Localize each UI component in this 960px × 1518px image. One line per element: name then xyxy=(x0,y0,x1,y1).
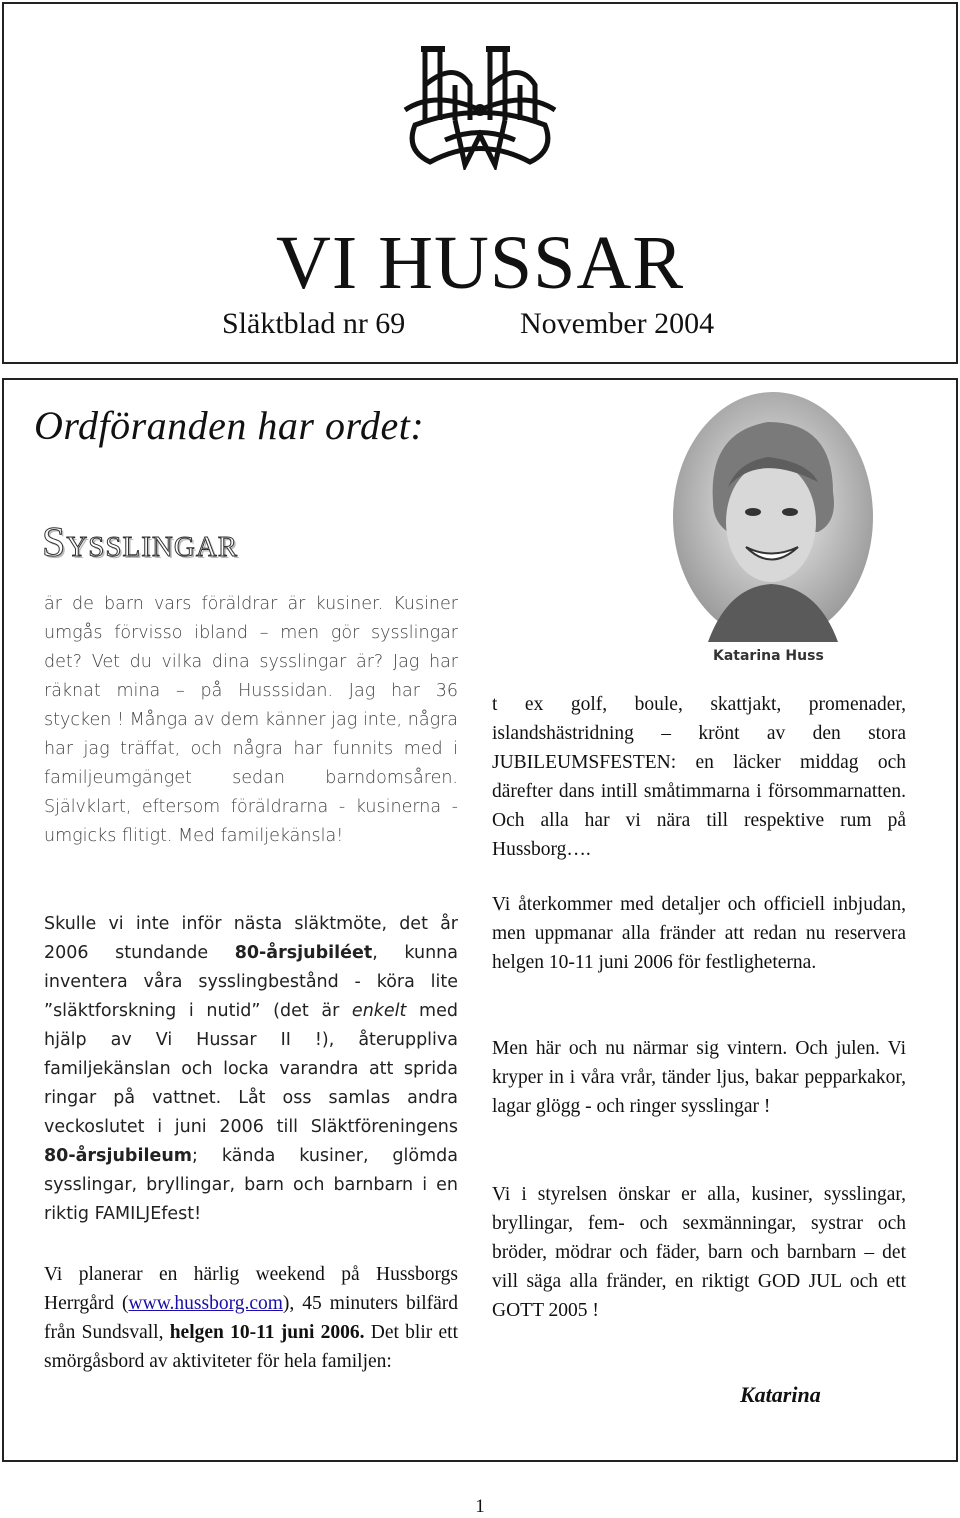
activities-paragraph xyxy=(492,690,906,864)
greeting-text: Vi i styrelsen önskar er alla, kusiner, sysslingar, bryllingar, fem- och sexmänningar, systrar och bröder, mödrar och fäder, barn och barnbarn – det vill säga alla fränder, en riktigt GOD JUL och ett GOTT 2005 ! xyxy=(492,1184,906,1321)
invitation-paragraph xyxy=(492,890,906,977)
hussborg-link[interactable]: www.hussborg.com xyxy=(128,1293,283,1314)
signature: Katarina xyxy=(740,1382,821,1407)
italic-word: enkelt xyxy=(351,1001,407,1021)
text-span: Det blir ett smörgåsbord av aktiviteter för hela familjen: xyxy=(44,1322,458,1372)
text-span: Skulle vi inte inför nästa släktmöte, det år 2006 stundande xyxy=(44,914,458,963)
newsletter-title: VI HUSSAR xyxy=(275,221,685,305)
intro-paragraph xyxy=(44,590,458,851)
bold-jubilee: 80-årsjubileum xyxy=(44,1146,193,1166)
text-span: med hjälp av Vi Hussar II !), återuppliva familjekänslan och locka varandra att sprida ringar på vattnet. Låt oss samlas andra veckoslutet i juni 2006 till Släktföreningens xyxy=(44,1001,458,1137)
article-heading: Ordföranden har ordet: xyxy=(34,403,425,448)
text-span: ; kända kusiner, glömda sysslingar, bryllingar, barn och barnbarn i en riktig FAMILJEfest! xyxy=(44,1146,458,1224)
activities-text: t ex golf, boule, skattjakt, promenader, islandshästridning – krönt av den stora JUBILEUMSFESTEN: en läcker middag och därefter dans intill småtimmarna i försommarnatten. Och alla har vi nära till respektive rum på Hussborg…. xyxy=(492,694,906,860)
weekend-text xyxy=(44,1260,458,1376)
winter-text: Men här och nu närmar sig vintern. Och julen. Vi kryper in i våra vrår, tänder ljus, bakar pepparkakor, lagar glögg - och ringer sysslingar ! xyxy=(492,1038,906,1117)
proposal-paragraph xyxy=(44,910,458,1229)
family-monogram-logo xyxy=(395,40,565,170)
bold-date: helgen 10-11 juni 2006. xyxy=(169,1322,365,1343)
weekend-paragraph xyxy=(44,1260,458,1376)
issue-date: November 2004 xyxy=(520,307,715,340)
issue-number: Släktblad nr 69 xyxy=(222,307,406,340)
winter-paragraph xyxy=(492,1034,906,1121)
author-portrait xyxy=(668,392,878,668)
text-span: , kunna inventera våra sysslingbestånd - köra lite ”släktforskning i nutid” (det är xyxy=(44,943,458,1021)
invitation-text: Vi återkommer med detaljer och officiell inbjudan, men uppmanar alla fränder att redan nu reservera helgen 10-11 juni 2006 för festligheterna. xyxy=(492,894,906,973)
text-span: ), 45 minuters bilfärd från Sundsvall, xyxy=(44,1293,459,1343)
photo-caption: Katarina Huss xyxy=(713,648,824,664)
proposal-text xyxy=(44,910,458,1229)
article-subheading: Sysslingar xyxy=(42,520,239,566)
intro-text: är de barn vars föräldrar är kusiner. Kusiner umgås förvisso ibland – men gör sysslingar det? Vet du vilka dina sysslingar är? Jag har räknat mina – på Husssidan. Jag har 36 stycken ! Många av dem känner jag inte, några har jag träffat, och några har funnits med i familjeumgänget sedan barndomsåren. Självklart, eftersom föräldrarna - kusinerna - umgicks flitigt. Med familjekänsla! xyxy=(44,594,458,846)
page-number: 1 xyxy=(475,1496,485,1517)
bold-jubilee: 80-årsjubiléet xyxy=(234,943,373,963)
greeting-paragraph xyxy=(492,1180,906,1325)
text-span: Vi planerar en härlig weekend på Hussborgs Herrgård ( xyxy=(44,1264,458,1314)
